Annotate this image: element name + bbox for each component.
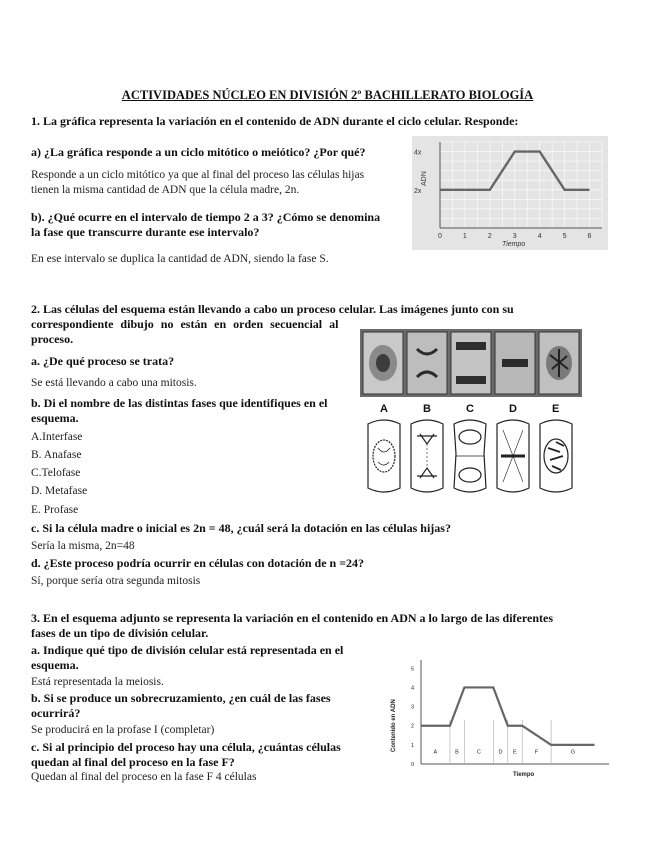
phase-item-d: D. Metafase	[31, 485, 88, 497]
q2-b-question-line1: b. Di el nombre de las distintas fases que identifiques en el	[31, 396, 328, 410]
x-tick-label: 1	[462, 233, 467, 240]
y-tick-label: 2	[411, 723, 415, 730]
q1-b-question-line1: b). ¿Qué ocurre en el intervalo de tiempo 2 a 3? ¿Cómo se denomina	[31, 210, 381, 224]
phase-item-a: A.Interfase	[31, 431, 83, 443]
chart-xlabel: Tiempo	[513, 772, 535, 778]
q3-b-question-line1: b. Si se produce un sobrecruzamiento, ¿en cuál de las fases	[31, 691, 331, 705]
q2-b-question-line2: esquema.	[31, 411, 79, 425]
q3-heading-line1: 3. En el esquema adjunto se representa la variación en el contenido en ADN a lo largo de las diferentes	[31, 611, 553, 625]
drawing-label-e: E	[552, 403, 560, 415]
q2-d-answer: Sí, porque sería otra segunda mitosis	[31, 575, 201, 587]
drawing-label-c: C	[466, 403, 474, 415]
q1-a-question: a) ¿La gráfica responde a un ciclo mitótico o meiótico? ¿Por qué?	[31, 145, 366, 159]
drawing-d-metaphase	[497, 420, 529, 492]
phase-label: B	[455, 749, 459, 756]
q2-heading-line3: proceso.	[31, 332, 74, 346]
q3-heading-line2: fases de un tipo de división celular.	[31, 626, 209, 640]
chart-ylabel: ADN	[421, 171, 428, 186]
mitosis-micrographs	[360, 329, 582, 397]
q3-b-answer: Se producirá en la profase I (completar)	[31, 724, 215, 736]
chart-background	[385, 652, 611, 780]
page-title: ACTIVIDADES NÚCLEO EN DIVISIÓN 2º BACHILLERATO BIOLOGÍA	[121, 88, 534, 102]
x-tick-label: 0	[438, 233, 442, 240]
drawing-e-prophase	[540, 420, 572, 492]
drawing-label-a: A	[380, 403, 388, 415]
y-tick-label: 0	[411, 762, 415, 768]
drawing-a-interphase	[368, 420, 400, 492]
phase-item-b: B. Anafase	[31, 449, 82, 461]
q3-a-question-line2: esquema.	[31, 658, 79, 672]
q2-a-question: a. ¿De qué proceso se trata?	[31, 354, 175, 368]
phase-label: E	[513, 749, 517, 756]
chart-xlabel: Tiempo	[502, 241, 526, 248]
q1-a-answer-line2: tienen la misma cantidad de ADN que la célula madre, 2n.	[31, 184, 300, 196]
x-tick-label: 3	[512, 233, 517, 240]
phase-item-c: C.Telofase	[31, 467, 81, 479]
phase-label: C	[476, 749, 481, 756]
mitosis-drawings	[360, 400, 582, 500]
q3-a-answer: Está representada la meiosis.	[31, 676, 164, 688]
drawing-label-d: D	[509, 403, 517, 415]
q2-a-answer: Se está llevando a cabo una mitosis.	[31, 377, 197, 389]
q2-c-question: c. Si la célula madre o inicial es 2n = 48, ¿cuál será la dotación en las células hijas?	[31, 521, 451, 535]
q2-d-question: d. ¿Este proceso podría ocurrir en células con dotación de n =24?	[31, 556, 365, 570]
q3-c-question-line2: quedan al final del proceso en la fase F?	[31, 755, 235, 769]
meiosis-dna-chart	[385, 652, 611, 780]
q3-c-question-line1: c. Si al principio del proceso hay una célula, ¿cuántas células	[31, 740, 341, 754]
y-tick-label: 4	[411, 685, 415, 692]
q1-b-answer: En ese intervalo se duplica la cantidad de ADN, siendo la fase S.	[31, 253, 329, 265]
drawing-labels	[380, 403, 559, 415]
x-tick-label: 4	[537, 233, 542, 240]
dna-cycle-chart	[412, 136, 608, 250]
y-tick-label: 1	[411, 742, 415, 749]
y-tick-label: 5	[411, 666, 415, 673]
q1-heading: 1. La gráfica representa la variación en el contenido de ADN durante el ciclo celular. Responde:	[31, 114, 519, 128]
drawing-c-telophase	[454, 420, 486, 492]
chart-ylabel: Contenido en ADN	[391, 699, 397, 752]
phase-label: A	[433, 749, 438, 756]
q2-c-answer: Sería la misma, 2n=48	[31, 540, 135, 552]
micrograph-d	[495, 332, 535, 394]
micrograph-e	[539, 332, 579, 394]
phase-item-e: E. Profase	[31, 504, 79, 516]
q1-b-question-line2: la fase que transcurre durante ese intervalo?	[31, 225, 260, 239]
q3-c-answer: Quedan al final del proceso en la fase F 4 células	[31, 771, 257, 783]
q1-a-answer-line1: Responde a un ciclo mitótico ya que al final del proceso las células hijas	[31, 169, 365, 181]
micrograph-a	[363, 332, 403, 394]
x-tick-label: 6	[587, 233, 592, 240]
micrograph-c	[451, 332, 491, 394]
drawing-b-anaphase	[411, 420, 443, 492]
drawing-label-b: B	[423, 403, 431, 415]
phase-label: D	[498, 749, 503, 756]
y-tick-label: 3	[411, 704, 415, 711]
y-tick-2x: 2x	[414, 187, 422, 195]
micrograph-b	[407, 332, 447, 394]
x-tick-label: 5	[562, 233, 567, 240]
phase-label: F	[534, 749, 539, 756]
y-tick-4x: 4x	[414, 149, 422, 157]
q2-heading-line1: 2. Las células del esquema están llevando a cabo un proceso celular. Las imágenes junto con su	[31, 302, 514, 316]
q3-b-question-line2: ocurrirá?	[31, 706, 81, 720]
phase-label: G	[570, 749, 576, 756]
q2-heading-line2: correspondiente dibujo no están en orden secuencial al	[31, 317, 339, 331]
x-tick-label: 2	[487, 233, 492, 240]
q3-a-question-line1: a. Indique qué tipo de división celular está representada en el	[31, 643, 344, 657]
